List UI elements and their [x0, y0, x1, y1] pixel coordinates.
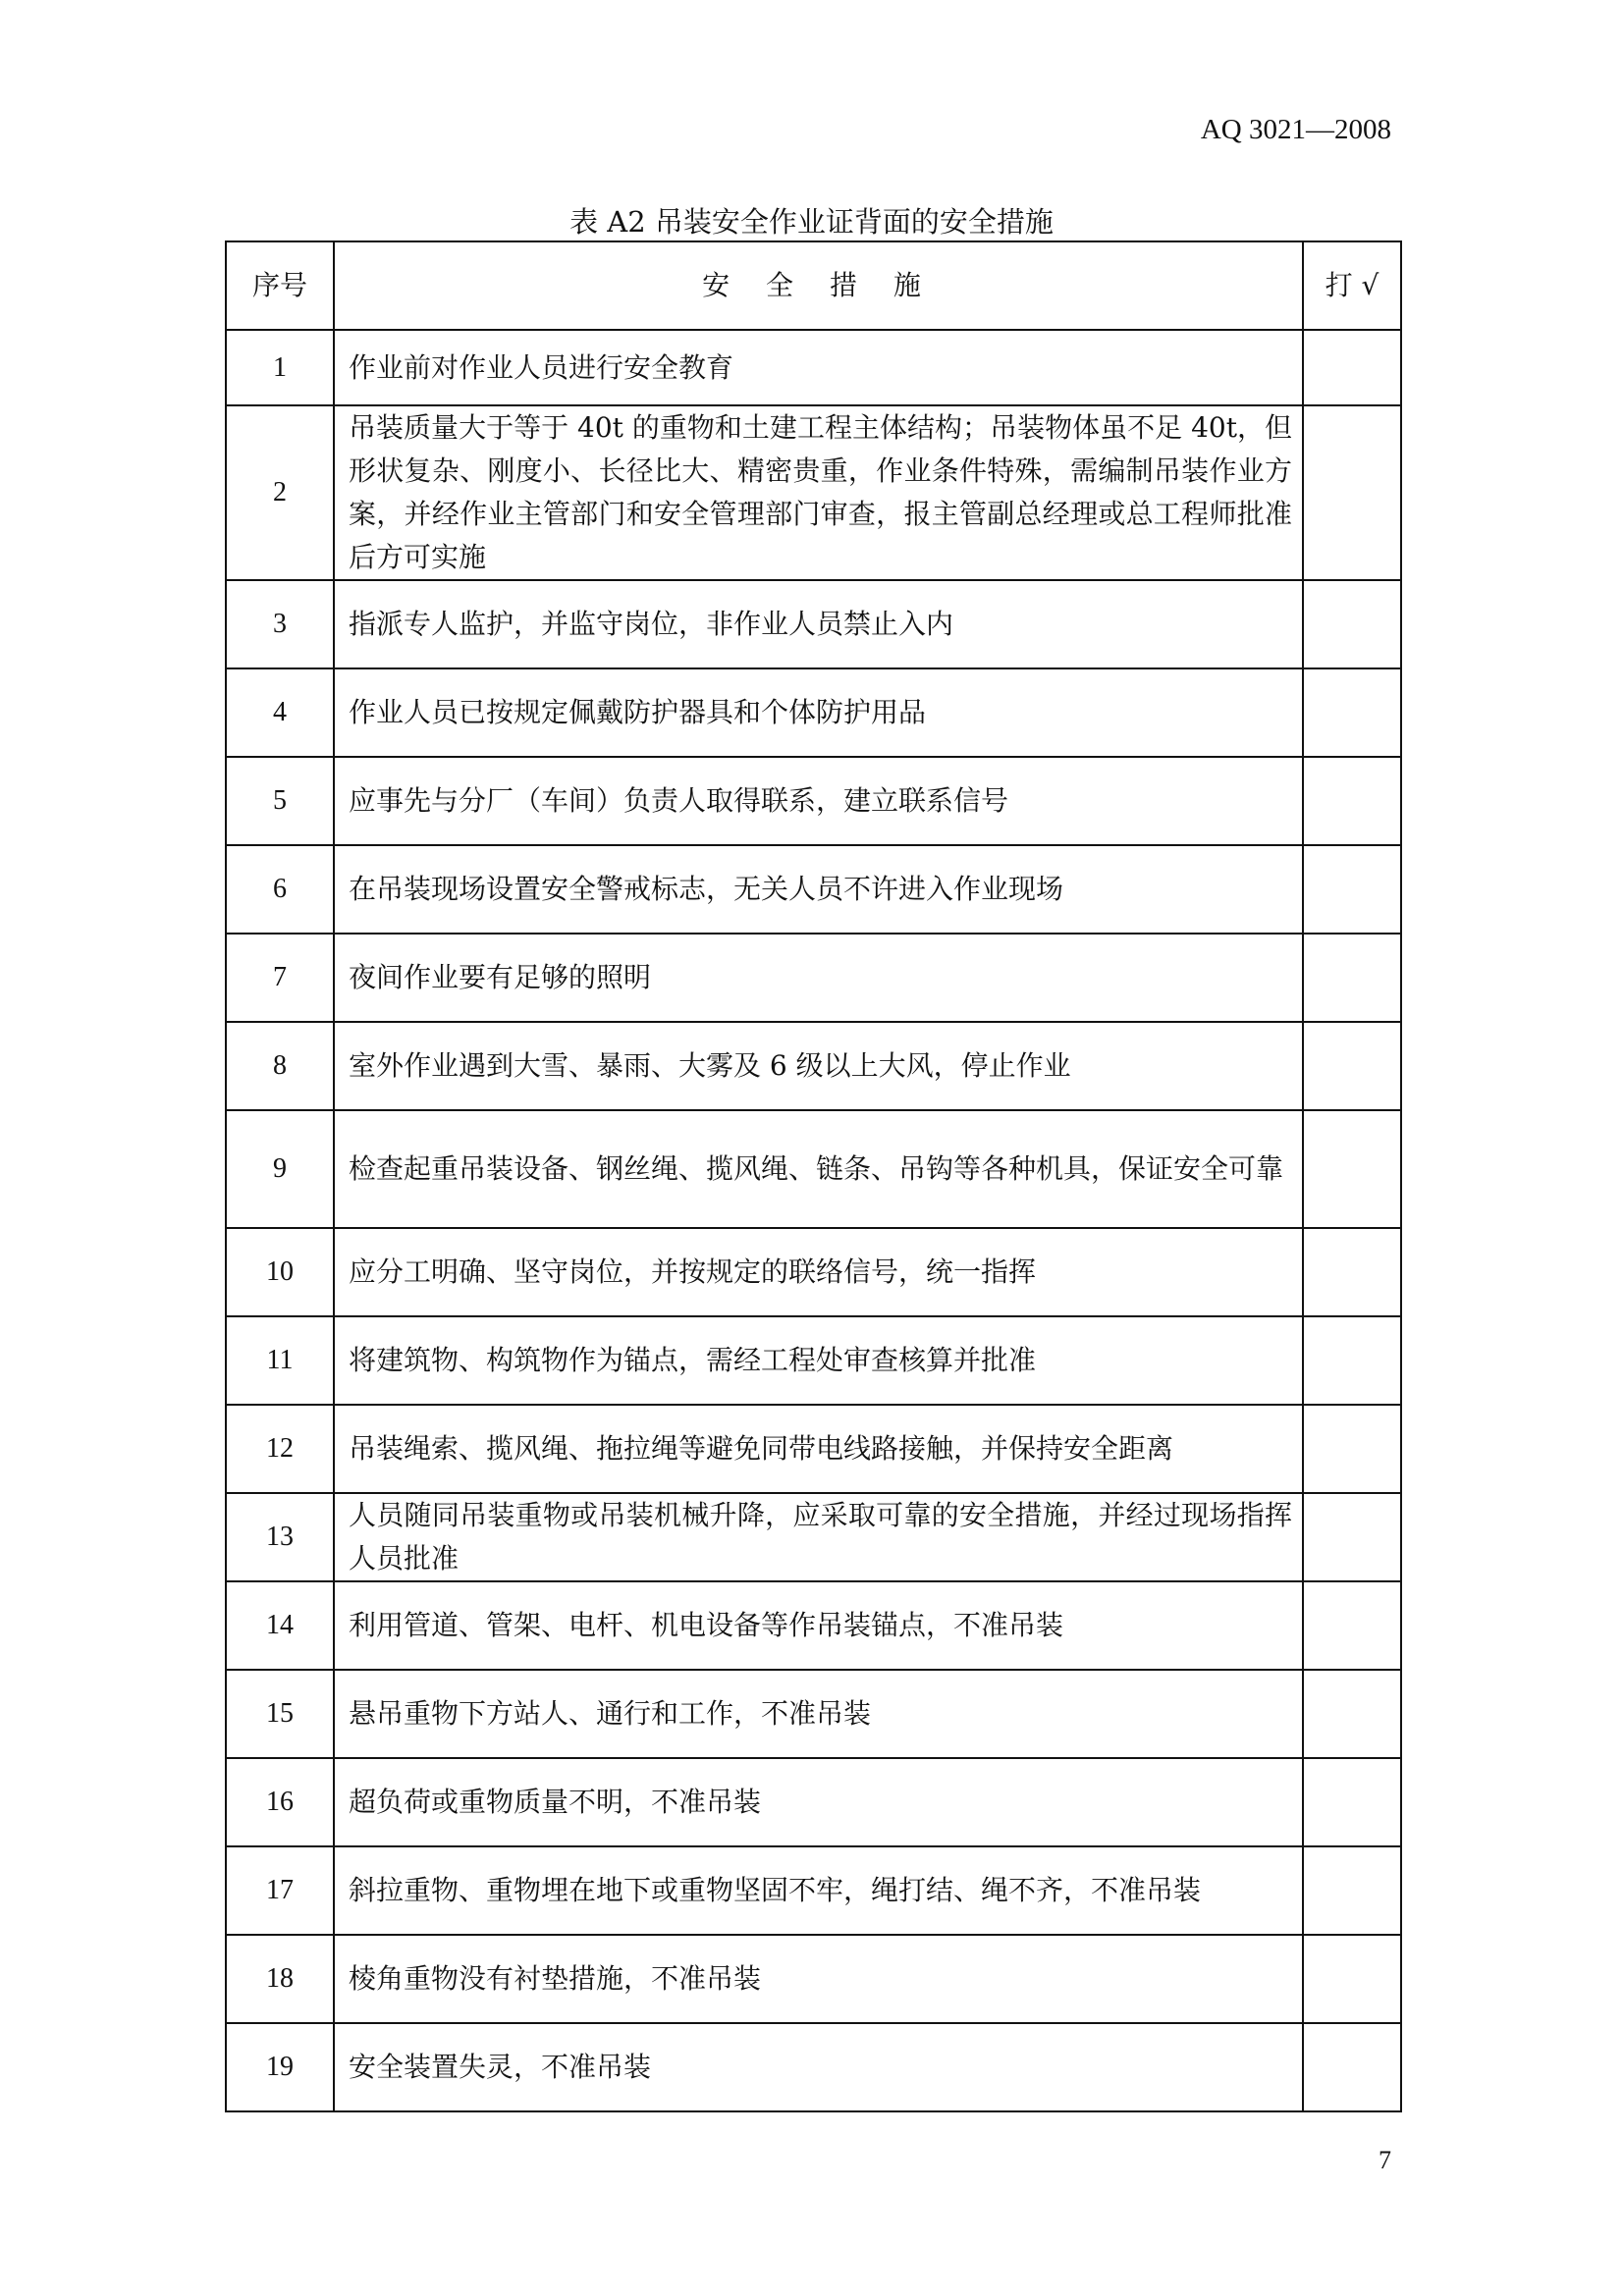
standard-code: AQ 3021—2008: [1200, 114, 1391, 145]
row-measure-text: 利用管道、管架、电杆、机电设备等作吊装锚点，不准吊装: [334, 1581, 1303, 1670]
row-measure-text: 作业前对作业人员进行安全教育: [334, 330, 1303, 405]
row-measure-text: 吊装质量大于等于 40t 的重物和土建工程主体结构；吊装物体虽不足 40t，但形状复杂、刚度小、长径比大、精密贵重，作业条件特殊，需编制吊装作业方案，并经作业主管部门和安全管理部门审查，报主管副总经理或总工程师批准后方可实施: [334, 405, 1303, 580]
table-row: [226, 845, 1401, 934]
row-measure-text: 应事先与分厂（车间）负责人取得联系，建立联系信号: [334, 757, 1303, 845]
row-measure-text: 在吊装现场设置安全警戒标志，无关人员不许进入作业现场: [334, 845, 1303, 934]
row-number: 11: [226, 1316, 334, 1405]
row-number: 2: [226, 405, 334, 580]
row-number: 15: [226, 1670, 334, 1758]
row-number: 10: [226, 1228, 334, 1316]
row-measure-text: 安全装置失灵，不准吊装: [334, 2023, 1303, 2111]
row-number: 18: [226, 1935, 334, 2023]
header-no: 序号: [226, 241, 334, 330]
row-number: 3: [226, 580, 334, 668]
page-number: 7: [1379, 2146, 1391, 2174]
row-check-cell[interactable]: [1303, 1405, 1401, 1493]
row-check-cell[interactable]: [1303, 845, 1401, 934]
table-row: [226, 668, 1401, 757]
table-body: [226, 330, 1401, 2111]
row-measure-text: 超负荷或重物质量不明，不准吊装: [334, 1758, 1303, 1846]
row-measure-text: 作业人员已按规定佩戴防护器具和个体防护用品: [334, 668, 1303, 757]
row-measure-text: 吊装绳索、揽风绳、拖拉绳等避免同带电线路接触，并保持安全距离: [334, 1405, 1303, 1493]
row-measure-text: 将建筑物、构筑物作为锚点，需经工程处审查核算并批准: [334, 1316, 1303, 1405]
table-row: [226, 1405, 1401, 1493]
row-number: 9: [226, 1110, 334, 1228]
table-row: [226, 934, 1401, 1022]
header-measure: 安 全 措 施: [334, 241, 1303, 330]
row-number: 17: [226, 1846, 334, 1935]
row-check-cell[interactable]: [1303, 1935, 1401, 2023]
row-check-cell[interactable]: [1303, 1316, 1401, 1405]
row-number: 16: [226, 1758, 334, 1846]
table-row: [226, 1493, 1401, 1581]
row-number: 19: [226, 2023, 334, 2111]
table-row: [226, 1846, 1401, 1935]
row-check-cell[interactable]: [1303, 1758, 1401, 1846]
table-row: [226, 1670, 1401, 1758]
row-number: 13: [226, 1493, 334, 1581]
table-row: [226, 1228, 1401, 1316]
row-number: 7: [226, 934, 334, 1022]
row-check-cell[interactable]: [1303, 934, 1401, 1022]
row-measure-text: 悬吊重物下方站人、通行和工作，不准吊装: [334, 1670, 1303, 1758]
row-number: 12: [226, 1405, 334, 1493]
row-check-cell[interactable]: [1303, 330, 1401, 405]
row-measure-text: 棱角重物没有衬垫措施，不准吊装: [334, 1935, 1303, 2023]
table-row: [226, 330, 1401, 405]
table-row: [226, 2023, 1401, 2111]
row-measure-text: 室外作业遇到大雪、暴雨、大雾及 6 级以上大风，停止作业: [334, 1022, 1303, 1110]
table-title: 表 A2 吊装安全作业证背面的安全措施: [569, 205, 1054, 239]
row-measure-text: 指派专人监护，并监守岗位，非作业人员禁止入内: [334, 580, 1303, 668]
row-check-cell[interactable]: [1303, 580, 1401, 668]
table-row: [226, 1935, 1401, 2023]
row-check-cell[interactable]: [1303, 1228, 1401, 1316]
row-check-cell[interactable]: [1303, 1110, 1401, 1228]
row-number: 4: [226, 668, 334, 757]
row-check-cell[interactable]: [1303, 757, 1401, 845]
row-check-cell[interactable]: [1303, 1022, 1401, 1110]
table-row: [226, 580, 1401, 668]
row-check-cell[interactable]: [1303, 1846, 1401, 1935]
row-measure-text: 应分工明确、坚守岗位，并按规定的联络信号，统一指挥: [334, 1228, 1303, 1316]
row-check-cell[interactable]: [1303, 405, 1401, 580]
table-header-row: [226, 241, 1401, 330]
table-row: [226, 1758, 1401, 1846]
table-row: [226, 1110, 1401, 1228]
header-check: 打 √: [1303, 241, 1401, 330]
row-check-cell[interactable]: [1303, 1493, 1401, 1581]
table-row: [226, 405, 1401, 580]
row-number: 1: [226, 330, 334, 405]
row-measure-text: 人员随同吊装重物或吊装机械升降，应采取可靠的安全措施，并经过现场指挥人员批准: [334, 1493, 1303, 1581]
row-number: 5: [226, 757, 334, 845]
row-check-cell[interactable]: [1303, 1581, 1401, 1670]
row-measure-text: 夜间作业要有足够的照明: [334, 934, 1303, 1022]
safety-measures-table: [225, 240, 1402, 2112]
table-row: [226, 1022, 1401, 1110]
table-row: [226, 757, 1401, 845]
row-measure-text: 斜拉重物、重物埋在地下或重物坚固不牢，绳打结、绳不齐，不准吊装: [334, 1846, 1303, 1935]
table-row: [226, 1316, 1401, 1405]
row-check-cell[interactable]: [1303, 2023, 1401, 2111]
table-row: [226, 1581, 1401, 1670]
row-check-cell[interactable]: [1303, 668, 1401, 757]
row-number: 6: [226, 845, 334, 934]
row-check-cell[interactable]: [1303, 1670, 1401, 1758]
row-measure-text: 检查起重吊装设备、钢丝绳、揽风绳、链条、吊钩等各种机具，保证安全可靠: [334, 1110, 1303, 1228]
row-number: 8: [226, 1022, 334, 1110]
row-number: 14: [226, 1581, 334, 1670]
